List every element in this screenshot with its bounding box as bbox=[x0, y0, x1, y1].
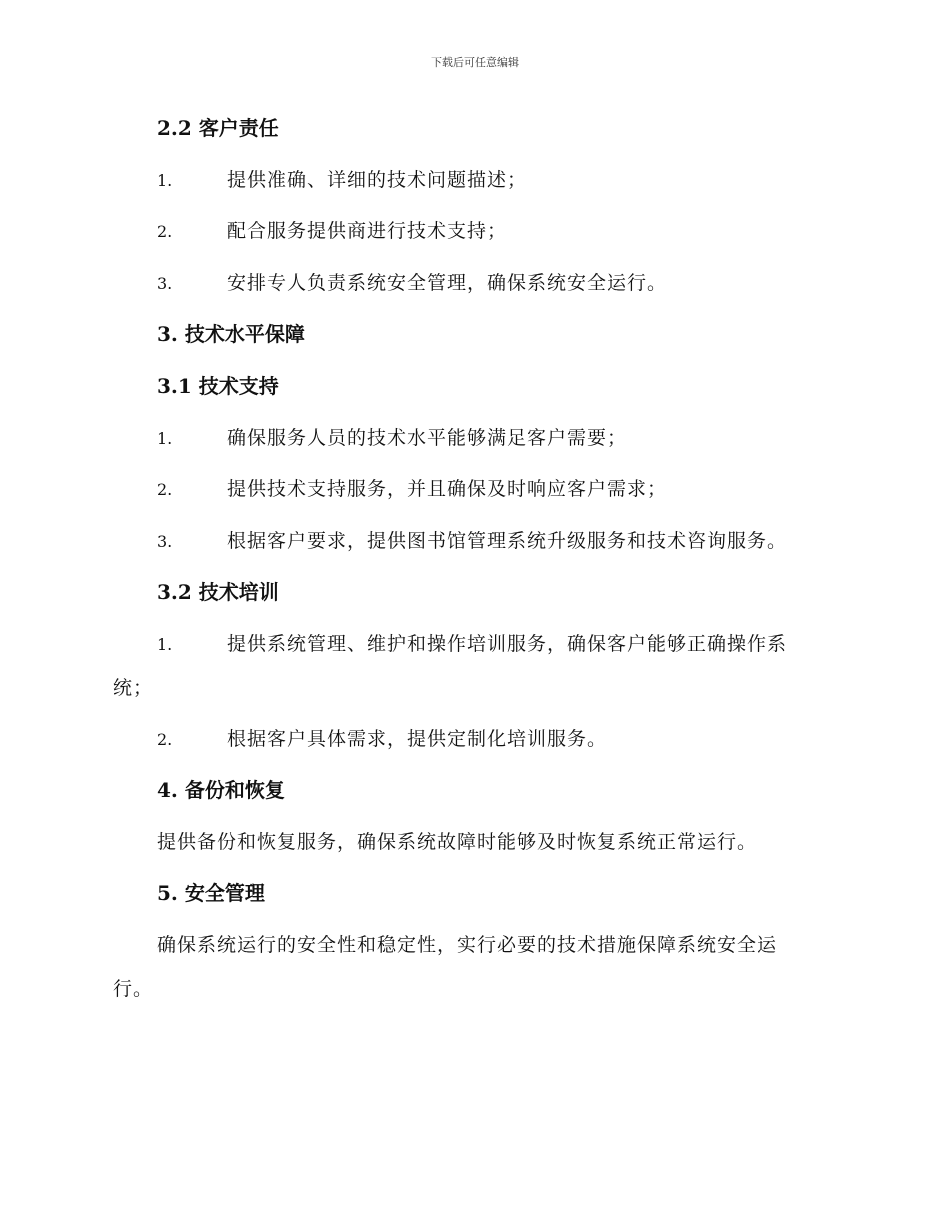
list-item-text: 提供系统管理、维护和操作培训服务，确保客户能够正确操作系 bbox=[227, 633, 788, 655]
list-item-number: 2. bbox=[157, 222, 173, 241]
section-4-paragraph: 提供备份和恢复服务，确保系统故障时能够及时恢复系统正常运行。 bbox=[157, 831, 758, 853]
list-item-continuation: 统； bbox=[113, 677, 154, 699]
list-item-number: 3. bbox=[157, 274, 173, 293]
list-item-number: 2. bbox=[157, 730, 173, 749]
list-item-number: 1. bbox=[157, 171, 173, 190]
list-item-number: 2. bbox=[157, 480, 173, 499]
list-item-text: 提供准确、详细的技术问题描述； bbox=[227, 169, 528, 191]
section-3-1-heading: 3.1 技术支持 bbox=[157, 374, 279, 398]
list-item-text: 安排专人负责系统安全管理，确保系统安全运行。 bbox=[227, 272, 668, 294]
list-item-text: 根据客户要求，提供图书馆管理系统升级服务和技术咨询服务。 bbox=[227, 530, 788, 552]
list-item-text: 根据客户具体需求，提供定制化培训服务。 bbox=[227, 728, 608, 750]
list-item-number: 3. bbox=[157, 532, 173, 551]
list-item-text: 提供技术支持服务，并且确保及时响应客户需求； bbox=[227, 478, 668, 500]
section-5-paragraph-continuation: 行。 bbox=[113, 978, 154, 1000]
section-3-2-heading: 3.2 技术培训 bbox=[157, 580, 279, 604]
list-item-text: 配合服务提供商进行技术支持； bbox=[227, 220, 508, 242]
section-5-heading: 5. 安全管理 bbox=[157, 881, 265, 905]
section-2-2-heading: 2.2 客户责任 bbox=[157, 116, 279, 140]
section-3-heading: 3. 技术水平保障 bbox=[157, 322, 305, 346]
list-item-number: 1. bbox=[157, 635, 173, 654]
list-item-text: 确保服务人员的技术水平能够满足客户需要； bbox=[227, 427, 628, 449]
section-4-heading: 4. 备份和恢复 bbox=[157, 778, 285, 802]
section-5-paragraph: 确保系统运行的安全性和稳定性，实行必要的技术措施保障系统安全运 bbox=[157, 934, 778, 956]
list-item-number: 1. bbox=[157, 429, 173, 448]
page-header-note: 下载后可任意编辑 bbox=[431, 56, 519, 69]
